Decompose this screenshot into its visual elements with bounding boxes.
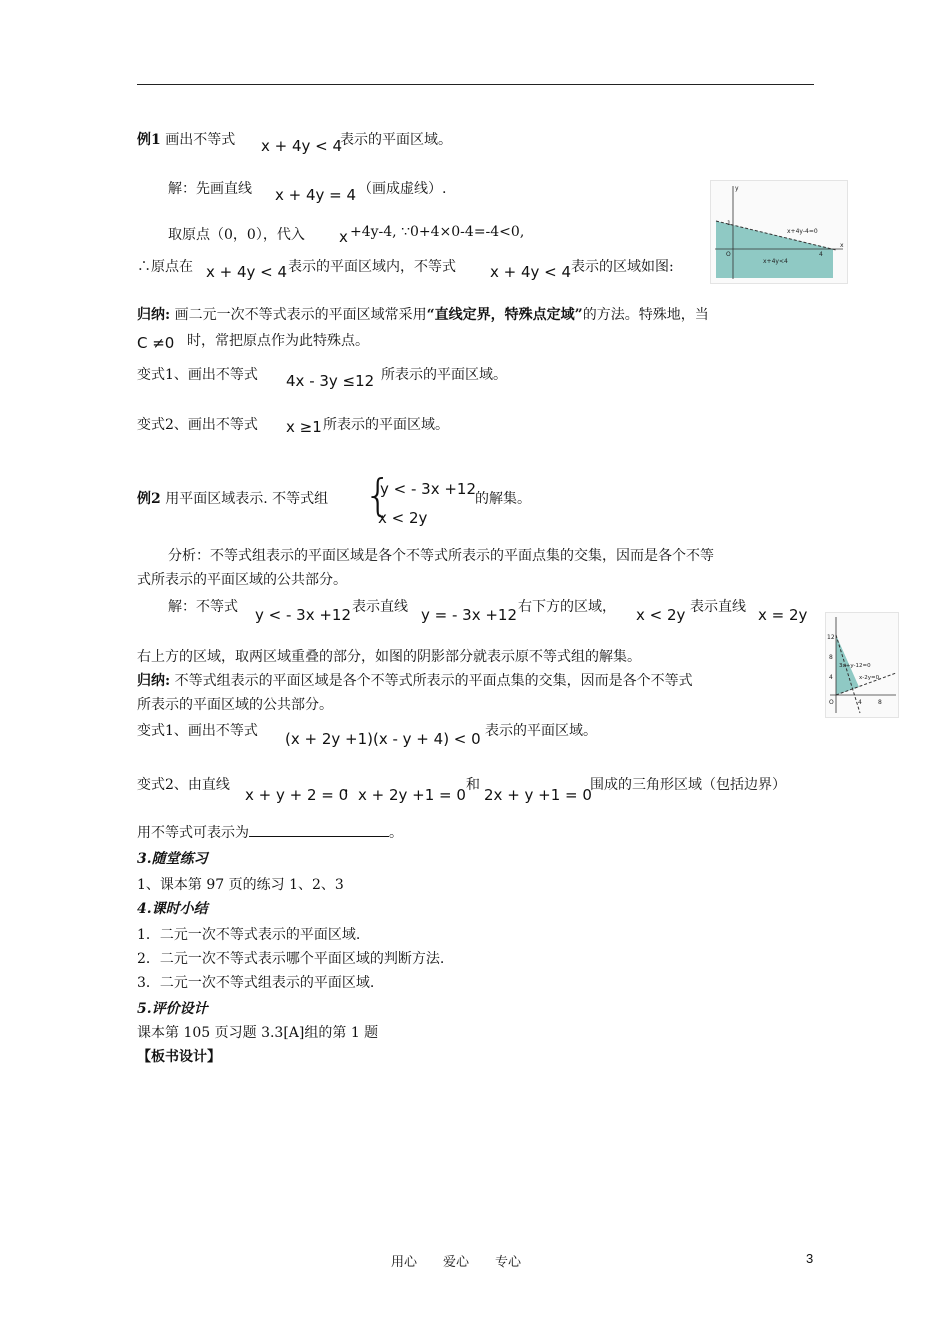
figure-2-tick-y4: 4	[829, 674, 833, 681]
summary2-line	[137, 670, 693, 690]
example2-line	[137, 488, 328, 508]
example2-line-b: x = 2y	[758, 606, 808, 624]
summary2-text2: 所表示的平面区域的公共部分。	[137, 697, 333, 713]
section4-item-2: 2．二元一次不等式表示哪个平面区域的判断方法.	[137, 951, 445, 967]
summary2-label: 归纳:	[137, 673, 171, 689]
figure-2-label-2: x-2y=0	[859, 675, 880, 681]
summary1-text1: 画二元一次不等式表示的平面区域常采用	[174, 307, 427, 323]
example1-mid-text: 表示的平面区域内，不等式	[288, 259, 456, 275]
figure-2-tick-x4: 4	[858, 699, 862, 706]
variant1-suffix: 所表示的平面区域。	[381, 367, 507, 383]
summary1-line	[137, 304, 709, 324]
variant2-inequality: x ≥1	[286, 418, 322, 436]
page-number: 3	[806, 1251, 814, 1266]
example1-inequality-2: x + 4y < 4	[206, 263, 288, 281]
example2-inequality-b: x < 2y	[636, 606, 686, 624]
section5-title: 5.评价设计	[137, 1001, 208, 1017]
example2-label: 例2	[137, 491, 161, 507]
variant2-prefix: 变式2、画出不等式	[137, 417, 258, 433]
section4-item-1: 1．二元一次不等式表示的平面区域.	[137, 927, 361, 943]
figure-1-tick-y1: 1	[727, 220, 731, 227]
figure-1-svg	[711, 181, 847, 283]
summary1-label: 归纳:	[137, 307, 171, 323]
variant4-prefix: 变式2、由直线	[137, 777, 230, 793]
example1-end-text: 表示的区域如图:	[571, 259, 674, 275]
figure-2-tick-y8: 8	[829, 654, 833, 661]
figure-1-region-label: x+4y<4	[763, 258, 788, 265]
example2-analysis-1: 分析：不等式组表示的平面区域是各个不等式所表示的平面点集的交集，因而是各个不等	[168, 548, 714, 564]
section3-item: 1、课本第 97 页的练习 1、2、3	[137, 877, 344, 893]
variant3-prefix: 变式1、画出不等式	[137, 723, 258, 739]
figure-2-origin: O	[829, 699, 834, 706]
example2-analysis-2: 式所表示的平面区域的公共部分。	[137, 572, 347, 588]
summary2-text1: 不等式组表示的平面区域是各个不等式所表示的平面点集的交集，因而是各个不等式	[174, 673, 693, 689]
variant3-inequality: (x + 2y +1)(x - y + 4) < 0	[285, 730, 481, 748]
section3-title: 3.随堂练习	[137, 851, 208, 867]
variant4-cont-text: 用不等式可表示为	[137, 825, 249, 841]
summary1-quote: “直线定界，特殊点定域”	[426, 307, 583, 323]
figure-2-svg	[826, 613, 898, 717]
example1-origin-text: 取原点（0，0），代入	[168, 227, 305, 243]
figure-1-y-label: y	[735, 185, 739, 192]
variant4-and: 和	[466, 777, 480, 793]
variant4-line-1: x + y + 2 = 0	[245, 786, 349, 804]
variant4-comma: ，	[344, 779, 358, 795]
summary1-condition: C ≠0	[137, 334, 175, 352]
example1-label: 例1	[137, 132, 161, 148]
example2-text-3: 表示直线	[690, 599, 746, 615]
figure-2-tick-x8: 8	[878, 699, 882, 706]
header-rule	[137, 84, 814, 85]
example1-prefix: 画出不等式	[165, 132, 236, 148]
summary1-text3: 时，常把原点作为此特殊点。	[187, 333, 369, 349]
figure-2-tick-y12: 12	[827, 634, 835, 641]
answer-blank[interactable]	[249, 824, 389, 837]
example2-system-2: x < 2y	[378, 509, 428, 527]
figure-1-origin: O	[726, 251, 731, 258]
figure-1-x-label: x	[840, 242, 844, 249]
example2-suffix: 的解集。	[475, 491, 531, 507]
figure-2-graph	[825, 612, 899, 718]
example2-solution-continued: 右上方的区域，取两区域重叠的部分，如图的阴影部分就表示原不等式组的解集。	[137, 649, 641, 665]
footer-motto: 用心 爱心 专心	[391, 1255, 522, 1270]
example2-text-1: 表示直线	[352, 599, 408, 615]
system-brace: {	[364, 470, 392, 521]
example2-system-1: y < - 3x +12	[380, 480, 477, 498]
example1-inequality: x + 4y < 4	[261, 137, 343, 155]
example1-sub-rest: +4y-4, ∵0+4×0-4=-4<0,	[350, 224, 525, 240]
example1-solution-suffix: （画成虚线）.	[358, 181, 447, 197]
example2-solution-prefix: 解：不等式	[168, 599, 238, 615]
board-design-heading: 【板书设计】	[137, 1049, 221, 1065]
example2-prefix: 用平面区域表示. 不等式组	[165, 491, 329, 507]
figure-1-tick-x4: 4	[819, 251, 823, 258]
figure-2-label-1: 3x+y-12=0	[839, 663, 871, 669]
example1-therefore: ∴原点在	[137, 259, 193, 275]
example1-line-equation: x + 4y = 4	[275, 186, 357, 204]
example1-suffix: 表示的平面区域。	[340, 132, 452, 148]
section5-item: 课本第 105 页习题 3.3[A]组的第 1 题	[137, 1025, 379, 1041]
section4-title: 4.课时小结	[137, 901, 208, 917]
example2-line-a: y = - 3x +12	[421, 606, 518, 624]
variant2-suffix: 所表示的平面区域。	[323, 417, 449, 433]
example1-inequality-3: x + 4y < 4	[490, 263, 572, 281]
variant3-suffix: 表示的平面区域。	[485, 723, 597, 739]
variant4-line-3: 2x + y +1 = 0	[484, 786, 592, 804]
variant4-continuation	[137, 822, 403, 842]
summary1-text2: 的方法。特殊地，当	[582, 307, 709, 323]
variant4-end: 。	[389, 825, 403, 841]
figure-1-line-label: x+4y-4=0	[787, 228, 818, 235]
variant4-line-2: x + 2y +1 = 0	[358, 786, 466, 804]
variant1-inequality: 4x - 3y ≤12	[286, 372, 375, 390]
example2-inequality-a: y < - 3x +12	[255, 606, 352, 624]
variant4-suffix: 围成的三角形区域（包括边界）	[590, 777, 786, 793]
variant1-prefix: 变式1、画出不等式	[137, 367, 258, 383]
example1-line	[137, 129, 235, 149]
section4-item-3: 3．二元一次不等式组表示的平面区域.	[137, 975, 375, 991]
example1-sub-x: x	[339, 228, 348, 246]
figure-1-graph	[710, 180, 848, 284]
example1-solution-prefix: 解：先画直线	[168, 181, 252, 197]
example2-text-2: 右下方的区域，	[518, 599, 616, 615]
